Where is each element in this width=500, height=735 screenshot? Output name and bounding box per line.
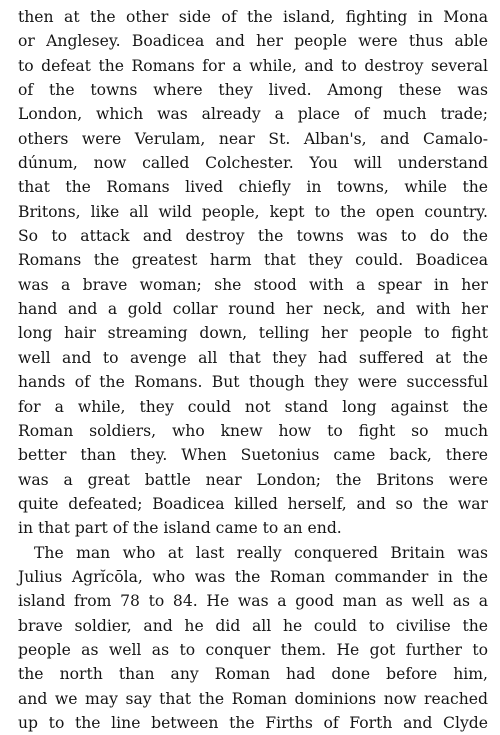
text-line: up to the line between the Firths of Forth and Clyde — [18, 713, 488, 732]
text-line: hands of the Romans. But though they were successful — [18, 373, 488, 392]
text-line: was a great battle near London; the Britons were — [18, 470, 488, 489]
text-line: The man who at last really conquered Britain was — [34, 543, 488, 562]
text-line: of the towns where they lived. Among these was — [18, 81, 488, 100]
text-line: in that part of the island came to an end. — [18, 519, 342, 538]
text-line: for a while, they could not stand long against the — [18, 397, 488, 416]
text-line: London, which was already a place of much trade; — [18, 105, 488, 124]
paragraph-agricola — [18, 541, 488, 735]
text-line: hand and a gold collar round her neck, and with her — [18, 300, 488, 319]
text-line: to defeat the Romans for a while, and to destroy several — [18, 56, 488, 75]
text-line: long hair streaming down, telling her people to fight — [18, 324, 488, 343]
text-line: and we may say that the Roman dominions now reached — [18, 689, 488, 708]
text-line: was a brave woman; she stood with a spear in her — [18, 275, 488, 294]
text-line: dúnum, now called Colchester. You will understand — [18, 154, 488, 173]
text-line: people as well as to conquer them. He got further to — [18, 640, 488, 659]
text-line: that the Romans lived chiefly in towns, while the — [18, 178, 488, 197]
text-line: or Anglesey. Boadicea and her people were thus able — [18, 32, 488, 51]
text-line: So to attack and destroy the towns was to do the — [18, 227, 488, 246]
text-line: others were Verulam, near St. Alban's, and Camalo- — [18, 129, 488, 148]
book-page — [18, 5, 488, 735]
text-line: Britons, like all wild people, kept to the open country. — [18, 202, 488, 221]
text-line: better than they. When Suetonius came back, there — [18, 446, 488, 465]
text-line: Roman soldiers, who knew how to fight so much — [18, 421, 488, 440]
text-line: well and to avenge all that they had suffered at the — [18, 348, 488, 367]
text-line: Julius Agrĭcōla, who was the Roman commander in the — [18, 567, 488, 586]
text-line: quite defeated; Boadicea killed herself, and so the war — [18, 494, 488, 513]
paragraph-boadicea — [18, 5, 488, 541]
text-line: the north than any Roman had done before him, — [18, 665, 488, 684]
text-line: brave soldier, and he did all he could to civilise the — [18, 616, 488, 635]
text-line: Romans the greatest harm that they could. Boadicea — [18, 251, 488, 270]
text-line: then at the other side of the island, fighting in Mona — [18, 8, 488, 26]
text-line: island from 78 to 84. He was a good man as well as a — [18, 592, 488, 611]
